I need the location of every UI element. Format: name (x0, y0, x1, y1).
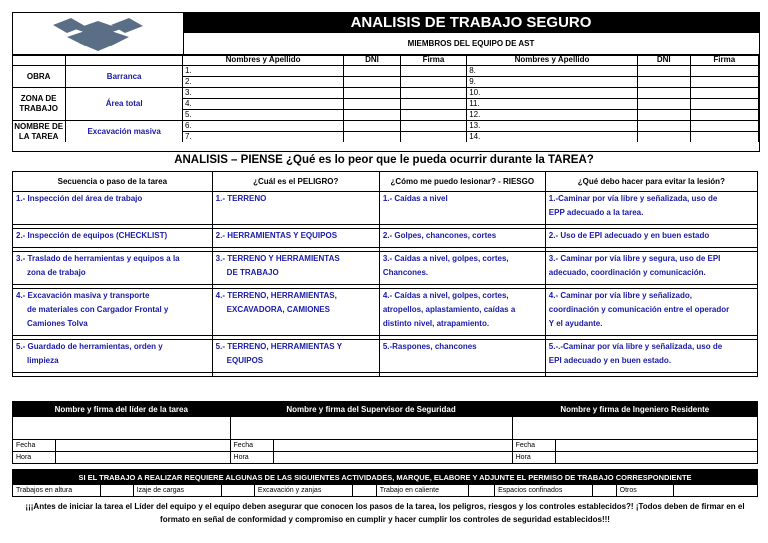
team-col-firma-2: Firma (690, 55, 758, 66)
signature-field[interactable] (690, 110, 758, 121)
risk-cell-control[interactable]: coordinación y comunicación entre el operador (545, 303, 757, 317)
hora-label: Hora (512, 452, 555, 464)
signature-field[interactable] (400, 99, 466, 110)
signature-field[interactable] (400, 66, 466, 77)
risk-cell-peligro[interactable]: 1.- TERRENO (212, 192, 379, 207)
risk-cell-riesgo[interactable] (379, 206, 545, 220)
team-section-title: MIEMBROS DEL EQUIPO DE AST (183, 33, 759, 56)
team-col-dni-2: DNI (637, 55, 690, 66)
separator-cell (379, 373, 545, 377)
table-row (13, 266, 758, 280)
dni-field[interactable] (637, 110, 690, 121)
col-control: ¿Qué debo hacer para evitar la lesión? (545, 172, 757, 192)
dni-field[interactable] (637, 99, 690, 110)
risk-cell-peligro[interactable]: 5.- TERRENO, HERRAMIENTAS Y (212, 340, 379, 355)
dni-field[interactable] (344, 110, 401, 121)
activity-label: Espacios confinados (495, 485, 592, 497)
signature-field[interactable] (400, 121, 466, 132)
team-member-slot[interactable]: 4. (182, 99, 343, 110)
risk-cell-paso[interactable]: 3.- Traslado de herramientas y equipos a la (13, 252, 213, 267)
risk-cell-control[interactable]: EPP adecuado a la tarea. (545, 206, 757, 220)
zona-label: ZONA DE TRABAJO (12, 88, 66, 121)
risk-cell-paso[interactable]: limpieza (13, 354, 213, 368)
risk-cell-peligro[interactable]: 3.- TERRENO Y HERRAMIENTAS (212, 252, 379, 267)
activity-label: Trabajos en altura (13, 485, 101, 497)
activity-checkbox[interactable] (100, 485, 133, 497)
team-member-slot[interactable]: 12. (467, 110, 638, 121)
activity-checkbox[interactable] (469, 485, 495, 497)
team-col-name: Nombres y Apellido (182, 55, 343, 66)
signature-field[interactable] (690, 121, 758, 132)
risk-cell-paso[interactable] (13, 206, 213, 220)
risk-cell-paso[interactable]: 4.- Excavación masiva y transporte (13, 289, 213, 304)
signature-field[interactable] (400, 77, 466, 88)
col-peligro: ¿Cuál es el PELIGRO? (212, 172, 379, 192)
signature-field[interactable] (400, 132, 466, 143)
table-row (13, 340, 758, 355)
dni-field[interactable] (637, 132, 690, 143)
hora-label: Hora (13, 452, 56, 464)
risk-cell-paso[interactable]: 2.- Inspección de equipos (CHECKLIST) (13, 229, 213, 244)
col-secuencia: Secuencia o paso de la tarea (13, 172, 213, 192)
activity-label: Trabajo en caliente (376, 485, 469, 497)
table-row (13, 317, 758, 331)
dni-field[interactable] (344, 99, 401, 110)
dni-field[interactable] (637, 77, 690, 88)
separator-cell (545, 373, 757, 377)
blank-cell (12, 55, 66, 66)
activity-label: Otros (616, 485, 673, 497)
risk-analysis-table (12, 171, 758, 377)
risk-cell-riesgo[interactable]: 3.- Caídas a nivel, golpes, cortes, (379, 252, 545, 267)
fecha-field[interactable] (56, 440, 231, 452)
signature-field[interactable] (400, 88, 466, 99)
risk-cell-control[interactable]: 4.- Caminar por vía libre y señalizado, (545, 289, 757, 304)
risk-cell-riesgo[interactable]: 1.- Caídas a nivel (379, 192, 545, 207)
risk-cell-control[interactable]: 3.- Caminar por vía libre y segura, uso de EPI (545, 252, 757, 267)
team-member-slot[interactable]: 8. (467, 66, 638, 77)
col-riesgo: ¿Cómo me puedo lesionar? - RIESGO (379, 172, 545, 192)
signature-field[interactable] (690, 77, 758, 88)
risk-cell-paso[interactable]: de materiales con Cargador Frontal y (13, 303, 213, 317)
permit-table (12, 469, 758, 497)
activity-label: Izaje de cargas (133, 485, 222, 497)
signature-field[interactable] (690, 88, 758, 99)
dni-field[interactable] (637, 121, 690, 132)
risk-cell-control[interactable]: 2.- Uso de EPI adecuado y en buen estado (545, 229, 757, 244)
activity-checkbox[interactable] (222, 485, 255, 497)
obra-value[interactable]: Barranca (66, 66, 183, 88)
tarea-label: NOMBRE DE LA TAREA (12, 121, 66, 143)
leader-sign-header: Nombre y firma del líder de la tarea (13, 402, 231, 417)
risk-cell-peligro[interactable]: EXCAVADORA, CAMIONES (212, 303, 379, 317)
form-title: ANALISIS DE TRABAJO SEGURO (183, 13, 759, 33)
risk-cell-paso[interactable]: Camiones Tolva (13, 317, 213, 331)
dni-field[interactable] (344, 77, 401, 88)
signature-field[interactable] (690, 99, 758, 110)
risk-cell-peligro[interactable] (212, 317, 379, 331)
signatures-table (12, 401, 758, 464)
activity-checkbox[interactable] (352, 485, 376, 497)
supervisor-sign-box[interactable] (230, 417, 512, 440)
risk-cell-peligro[interactable]: 4.- TERRENO, HERRAMIENTAS, (212, 289, 379, 304)
activity-checkbox[interactable] (592, 485, 616, 497)
team-member-slot[interactable]: 14. (467, 132, 638, 143)
risk-cell-control[interactable]: 5.-.-Caminar por vía libre y señalizada, uso de (545, 340, 757, 355)
team-member-slot[interactable]: 10. (467, 88, 638, 99)
team-member-slot[interactable]: 7. (182, 132, 343, 143)
header-block (12, 12, 760, 152)
team-col-firma: Firma (400, 55, 466, 66)
supervisor-sign-header: Nombre y firma del Supervisor de Seguridad (230, 402, 512, 417)
risk-cell-riesgo[interactable] (379, 354, 545, 368)
separator-cell (13, 373, 213, 377)
risk-cell-peligro[interactable]: EQUIPOS (212, 354, 379, 368)
tarea-value[interactable]: Excavación masiva (66, 121, 183, 143)
risk-cell-peligro[interactable]: 2.- HERRAMIENTAS Y EQUIPOS (212, 229, 379, 244)
signature-field[interactable] (690, 132, 758, 143)
hora-field[interactable] (555, 452, 757, 464)
blank-cell (66, 55, 183, 66)
engineer-sign-header: Nombre y firma de Ingeniero Residente (512, 402, 757, 417)
table-row (13, 192, 758, 207)
risk-cell-control[interactable]: EPI adecuado y en buen estado. (545, 354, 757, 368)
fecha-label: Fecha (230, 440, 273, 452)
fecha-field[interactable] (555, 440, 757, 452)
team-member-slot[interactable]: 1. (182, 66, 343, 77)
team-member-slot[interactable]: 9. (467, 77, 638, 88)
risk-cell-control[interactable]: adecuado, coordinación y comunicación. (545, 266, 757, 280)
fecha-label: Fecha (13, 440, 56, 452)
fecha-label: Fecha (512, 440, 555, 452)
zona-value[interactable]: Área total (66, 88, 183, 121)
dni-field[interactable] (344, 132, 401, 143)
signature-field[interactable] (400, 110, 466, 121)
risk-cell-peligro[interactable]: DE TRABAJO (212, 266, 379, 280)
dni-field[interactable] (344, 66, 401, 77)
fecha-field[interactable] (273, 440, 512, 452)
analysis-question: ANALISIS – PIENSE ¿Qué es lo peor que le pueda ocurrir durante la TAREA? (174, 154, 594, 166)
obra-label: OBRA (12, 66, 66, 88)
team-col-name-2: Nombres y Apellido (467, 55, 638, 66)
activity-label: Excavación y zanjas (254, 485, 352, 497)
risk-cell-control[interactable]: Y el ayudante. (545, 317, 757, 331)
footer-note: ¡¡¡Antes de iniciar la tarea el Líder del equipo y el equipo deben asegurar que conocen los pasos de la tarea, los peligros, riesgos y los controles establecidos?! ¡Todos deben de firmar en el formato en señal de conformidad y compromiso en cumplir y hacer cumplir los controles de seguridad establecidos!!! (25, 502, 745, 524)
hora-label: Hora (230, 452, 273, 464)
team-member-slot[interactable]: 2. (182, 77, 343, 88)
engineer-sign-box[interactable] (512, 417, 757, 440)
hora-field[interactable] (56, 452, 231, 464)
dni-field[interactable] (637, 88, 690, 99)
risk-cell-control[interactable]: 1.-Caminar por vía libre y señalizada, uso de (545, 192, 757, 207)
company-logo (13, 13, 184, 56)
row-separator (13, 373, 758, 377)
table-row (13, 229, 758, 244)
table-row (13, 206, 758, 220)
signature-field[interactable] (690, 66, 758, 77)
team-member-slot[interactable]: 13. (467, 121, 638, 132)
risk-cell-riesgo[interactable]: 5.-Raspones, chancones (379, 340, 545, 355)
team-table (12, 54, 759, 142)
leader-sign-box[interactable] (13, 417, 231, 440)
team-member-slot[interactable]: 11. (467, 99, 638, 110)
risk-cell-riesgo[interactable]: atropellos, aplastamiento, caídas a (379, 303, 545, 317)
hora-field[interactable] (273, 452, 512, 464)
activity-checkbox[interactable] (673, 485, 757, 497)
risk-cell-paso[interactable]: 1.- Inspección del área de trabajo (13, 192, 213, 207)
permit-header: SI EL TRABAJO A REALIZAR REQUIERE ALGUNAS DE LAS SIGUIENTES ACTIVIDADES, MARQUE, ELABORE Y ADJUNTE EL PERMISO DE TRABAJO CORRESPONDIENTE (13, 470, 758, 485)
separator-cell (212, 373, 379, 377)
risk-cell-riesgo[interactable]: distinto nivel, atrapamiento. (379, 317, 545, 331)
dni-field[interactable] (637, 66, 690, 77)
dni-field[interactable] (344, 121, 401, 132)
table-row (13, 252, 758, 267)
dni-field[interactable] (344, 88, 401, 99)
table-row (13, 303, 758, 317)
team-col-dni: DNI (344, 55, 401, 66)
risk-cell-riesgo[interactable]: Chancones. (379, 266, 545, 280)
risk-cell-peligro[interactable] (212, 206, 379, 220)
table-row (13, 289, 758, 304)
risk-cell-riesgo[interactable]: 2.- Golpes, chancones, cortes (379, 229, 545, 244)
risk-cell-paso[interactable]: zona de trabajo (13, 266, 213, 280)
team-member-slot[interactable]: 6. (182, 121, 343, 132)
team-member-slot[interactable]: 5. (182, 110, 343, 121)
risk-cell-paso[interactable]: 5.- Guardado de herramientas, orden y (13, 340, 213, 355)
stylized-x-logo-icon (13, 13, 183, 55)
team-member-slot[interactable]: 3. (182, 88, 343, 99)
table-row (13, 354, 758, 368)
risk-cell-riesgo[interactable]: 4.- Caídas a nivel, golpes, cortes, (379, 289, 545, 304)
